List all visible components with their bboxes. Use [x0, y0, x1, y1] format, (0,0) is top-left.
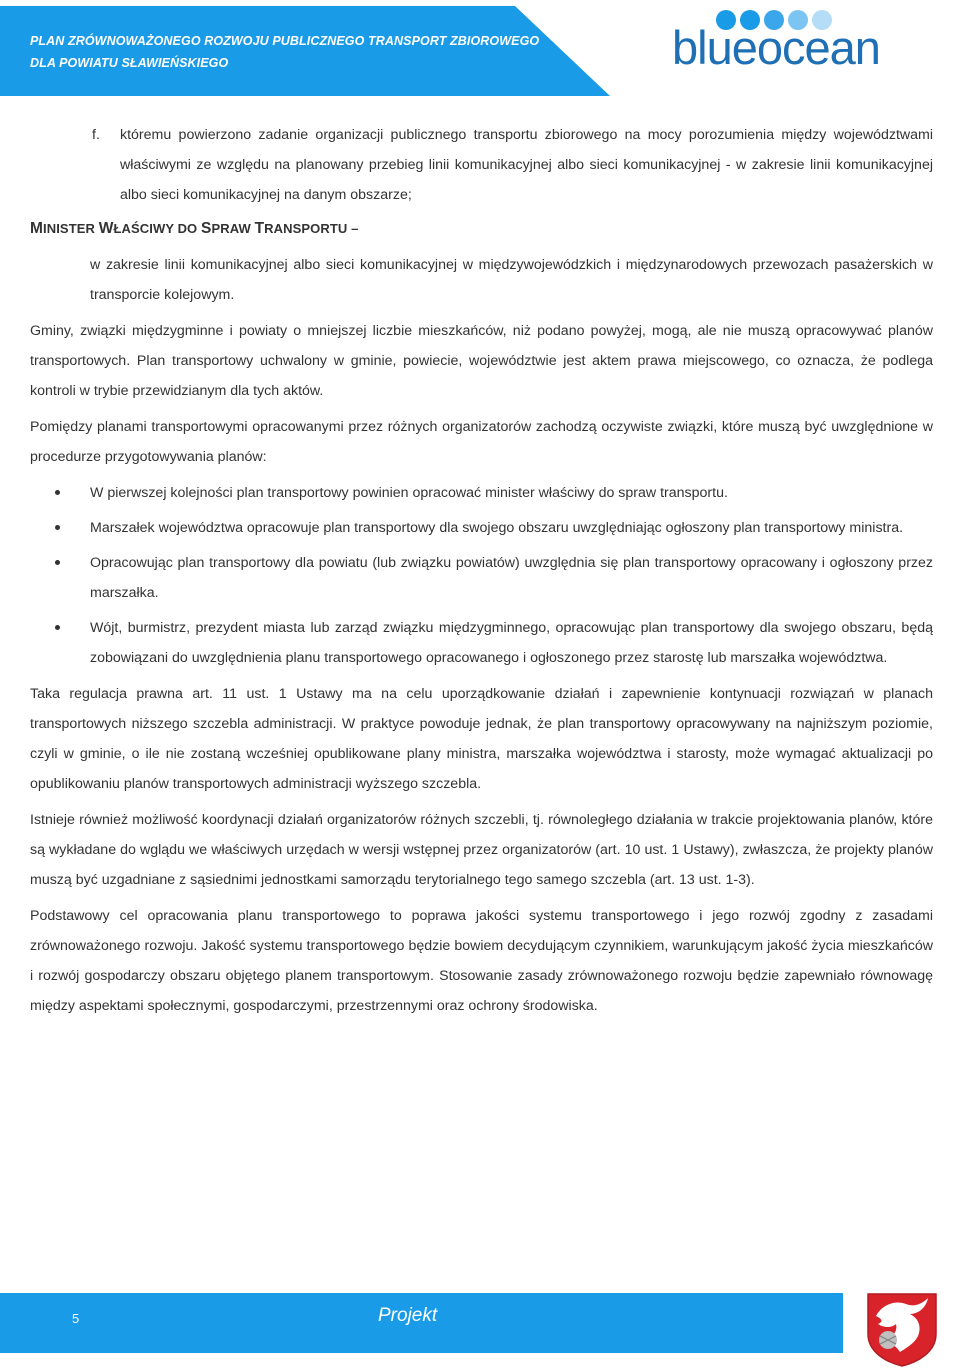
- bullet-icon: [55, 525, 60, 530]
- heading-initial: T: [254, 220, 265, 237]
- paragraph: Pomiędzy planami transportowymi opracowanymi przez różnych organizatorów zachodzą oczywiste związki, które muszą być uwzględnione w procedurze przygotowywania planów:: [30, 419, 933, 465]
- heading-initial: W: [98, 220, 114, 237]
- bullet-icon: [55, 490, 60, 495]
- bullet-item: [30, 478, 933, 508]
- heading-part: PRAW: [211, 221, 255, 236]
- heading-part: RANSPORTU –: [264, 221, 359, 236]
- section-text: w zakresie linii komunikacyjnej albo sieci komunikacyjnej w międzywojewódzkich i międzynarodowych przewozach pasażerskich w transporcie kolejowym.: [90, 257, 933, 303]
- heading-initial: M: [30, 220, 44, 237]
- bullet-icon: [55, 560, 60, 565]
- coat-of-arms-icon: [866, 1292, 938, 1367]
- header-title-line1: PLAN ZRÓWNOWAŻONEGO ROZWOJU PUBLICZNEGO TRANSPORT ZBIOROWEGO: [30, 34, 540, 48]
- page-number: 5: [72, 1311, 80, 1326]
- document-body: [30, 120, 933, 1021]
- page-header: [0, 0, 960, 96]
- logo-text: blueocean: [672, 21, 880, 74]
- list-item-f: [30, 120, 933, 210]
- bullet-item: [30, 548, 933, 608]
- list-item-label: f.: [92, 127, 100, 143]
- paragraph: Taka regulacja prawna art. 11 ust. 1 Ustawy ma na celu uporządkowanie działań i zapewnienie kontynuacji rozwiązań w planach transportowych niższego szczebla administracji. W praktyce powoduje jednak, że plan transportowy opracowywany na najniższym poziomie, czyli w gminie, o ile nie zostaną wcześniej opublikowane plany ministra, marszałka województwa i starosty, może wymagać aktualizacji po opublikowaniu planów transportowych administracji wyższego szczebla.: [30, 686, 933, 792]
- bullet-icon: [55, 625, 60, 630]
- heading-part: ŁAŚCIWY DO: [113, 221, 201, 236]
- footer-label: Projekt: [378, 1305, 438, 1326]
- paragraph: Istnieje również możliwość koordynacji działań organizatorów różnych szczebli, tj. równoległego działania w trakcie projektowania planów, które są wykładane do wglądu we właściwych urzędach w wersji wstępnej przez organizatorów (art. 10 ust. 1 Ustawy), zwłaszcza, że projekty planów muszą być uzgadniane z sąsiednimi jednostkami samorządu terytorialnego tego samego szczebla (art. 13 ust. 1-3).: [30, 812, 933, 888]
- heading-part: INISTER: [43, 221, 99, 236]
- bullet-item: [30, 613, 933, 673]
- blueocean-logo: [672, 6, 912, 76]
- bullet-text: W pierwszej kolejności plan transportowy powinien opracować minister właściwy do spraw transportu.: [90, 485, 728, 501]
- header-title-line2: DLA POWIATU SŁAWIEŃSKIEGO: [30, 56, 229, 70]
- list-item-text: któremu powierzono zadanie organizacji publicznego transportu zbiorowego na mocy porozumienia między województwami właściwymi ze względu na planowany przebieg linii komunikacyjnej albo sieci komunikacyjnej - w zakresie linii komunikacyjnej albo sieci komunikacyjnej na danym obszarze;: [120, 127, 933, 203]
- bullet-text: Marszałek województwa opracowuje plan transportowy dla swojego obszaru uwzględniając ogłoszony plan transportowy ministra.: [90, 520, 904, 536]
- heading-initial: S: [200, 220, 212, 237]
- bullet-list: [30, 478, 933, 673]
- bullet-text: Wójt, burmistrz, prezydent miasta lub zarząd związku międzygminnego, opracowując plan transportowy dla swojego obszaru, będą zobowiązani do uwzględnienia planu transportowego opracowanego i ogłoszonego przez starostę lub marszałka województwa.: [90, 620, 933, 666]
- bullet-text: Opracowując plan transportowy dla powiatu (lub związku powiatów) uwzględnia się plan transportowy opracowany i ogłoszony przez marszałka.: [90, 555, 933, 601]
- section-heading: [30, 214, 933, 244]
- bullet-item: [30, 513, 933, 543]
- paragraph: Gminy, związki międzygminne i powiaty o mniejszej liczbie mieszkańców, niż podano powyżej, mogą, ale nie muszą opracowywać planów transportowych. Plan transportowy uchwalony w gminie, powiecie, województwie jest aktem prawa miejscowego, co oznacza, że podlega kontroli w trybie przewidzianym dla tych aktów.: [30, 323, 933, 399]
- paragraph: Podstawowy cel opracowania planu transportowego to poprawa jakości systemu transportowego i jego rozwój zgodny z zasadami zrównoważonego rozwoju. Jakość systemu transportowego będzie bowiem decydującym czynnikiem, warunkującym jakość życia mieszkańców i rozwój gospodarczy obszaru objętego planem transportowym. Stosowanie zasady zrównoważonego rozwoju będzie zapewniało równowagę między aspektami społecznymi, gospodarczymi, przestrzennymi oraz ochrony środowiska.: [30, 908, 933, 1014]
- header-band: [0, 6, 610, 96]
